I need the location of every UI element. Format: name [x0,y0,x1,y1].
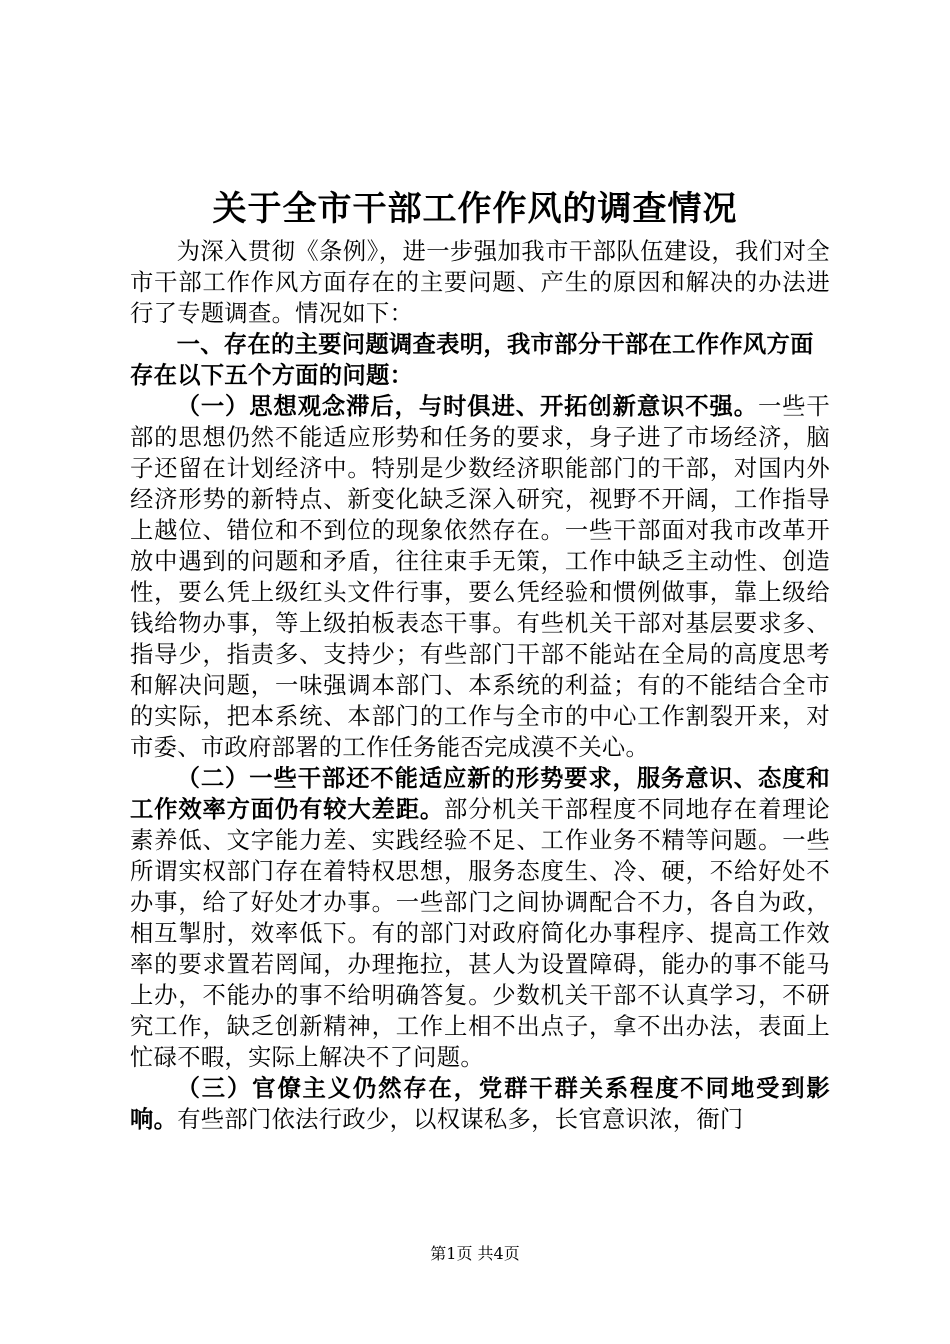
item-paragraph-3 [130,1073,830,1135]
item-text-3: 有些部门依法行政少，以权谋私多，长官意识浓，衙门 [177,1106,744,1133]
item-text-2: 部分机关干部程度不同地存在着理论素养低、文字能力差、实践经验不足、工作业务不精等问题。一些所谓实权部门存在着特权思想，服务态度生、冷、硬，不给好处不办事，给了好处才办事。一些部门之间协调配合不力，各自为政，相互掣肘，效率低下。有的部门对政府简化办事程序、提高工作效率的要求置若罔闻，办理拖拉，甚人为设置障碍，能办的事不能马上办，不能办的事不给明确答复。少数机关干部不认真学习，不研究工作，缺乏创新精神，工作上相不出点子，拿不出办法，表面上忙碌不暇，实际上解决不了问题。 [130,796,830,1071]
page-footer: 第1页 共4页 [430,1244,520,1263]
item-lead-1: （一）思想观念滞后，与时俱进、开拓创新意识不强。 [176,393,758,420]
item-lead-3: （三）官僚主义仍然存在，党群干群关系程度不同地受到影响。 [130,1075,830,1133]
intro-paragraph: 为深入贯彻《条例》，进一步强加我市干部队伍建设，我们对全市干部工作作风方面存在的主要问题、产生的原因和解决的办法进行了专题调查。情况如下： [130,238,830,327]
document-body [130,236,830,1135]
item-paragraph-1 [130,391,830,763]
item-paragraph-2 [130,763,830,1073]
section-heading: 一、存在的主要问题调查表明，我市部分干部在工作作风方面存在以下五个方面的问题： [130,331,814,389]
document-title: 关于全市干部工作作风的调查情况 [212,189,738,229]
item-lead-2: （二）一些干部还不能适应新的形势要求，服务意识、态度和工作效率方面仍有较大差距。 [130,765,830,823]
item-text-1: 一些干部的思想仍然不能适应形势和任务的要求，身子进了市场经济，脑子还留在计划经济中。特别是少数经济职能部门的干部，对国内外经济形势的新特点、新变化缺乏深入研究，视野不开阔，工作指导上越位、错位和不到位的现象依然存在。一些干部面对我市改革开放中遇到的问题和矛盾，往往束手无策，工作中缺乏主动性、创造性，要么凭上级红头文件行事，要么凭经验和惯例做事，靠上级给钱给物办事，等上级拍板表态干事。有些机关干部对基层要求多、指导少，指责多、支持少；有些部门干部不能站在全局的高度思考和解决问题，一味强调本部门、本系统的利益；有的不能结合全市的实际，把本系统、本部门的工作与全市的中心工作割裂开来，对市委、市政府部署的工作任务能否完成漠不关心。 [130,393,830,761]
